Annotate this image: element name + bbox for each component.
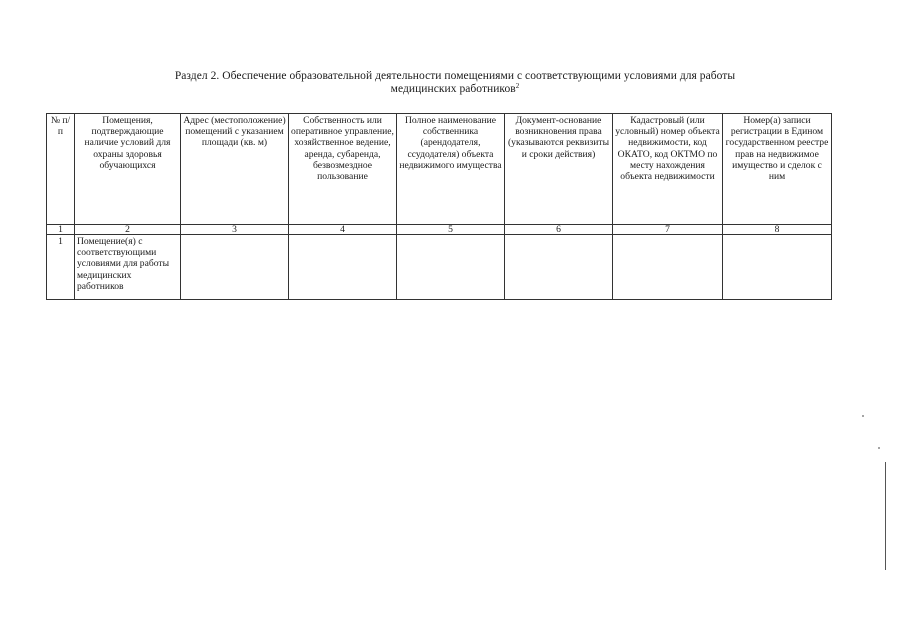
header-cell-basis-document: Документ-основание возникновения права (указываются реквизиты и сроки действия): [505, 114, 613, 225]
table-row: [47, 235, 832, 300]
header-cell-premises: Помещения, подтверждающие наличие условий для охраны здоровья обучающихся: [75, 114, 181, 225]
column-number-cell: 6: [505, 225, 613, 235]
header-cell-registry-record: Номер(а) записи регистрации в Едином государственном реестре прав на недвижимое имущество и сделок с ним: [723, 114, 832, 225]
row-cell-registry-record: [723, 235, 832, 300]
header-cell-number: № п/п: [47, 114, 75, 225]
section-heading-line-2: [95, 83, 815, 96]
column-number-cell: 2: [75, 225, 181, 235]
scan-edge-line: [885, 462, 886, 570]
row-cell-ownership: [289, 235, 397, 300]
row-cell-number: 1: [47, 235, 75, 300]
row-cell-premises: Помещение(я) с соответствующими условиями для работы медицинских работников: [75, 235, 181, 300]
section-heading: [95, 70, 815, 96]
row-cell-basis-document: [505, 235, 613, 300]
column-number-cell: 1: [47, 225, 75, 235]
footnote-mark: 2: [515, 82, 520, 90]
column-number-cell: 5: [397, 225, 505, 235]
header-cell-ownership: Собственность или оперативное управление, хозяйственное ведение, аренда, субаренда, безвозмездное пользование: [289, 114, 397, 225]
header-cell-owner-name: Полное наименование собственника (арендодателя, ссудодателя) объекта недвижимого имущества: [397, 114, 505, 225]
column-number-cell: 7: [613, 225, 723, 235]
header-cell-address: Адрес (местоположение) помещений с указанием площади (кв. м): [181, 114, 289, 225]
premises-table: [46, 113, 832, 300]
header-cell-cadastral-number: Кадастровый (или условный) номер объекта недвижимости, код ОКАТО, код ОКТМО по месту нахождения объекта недвижимости: [613, 114, 723, 225]
column-number-cell: 3: [181, 225, 289, 235]
column-number-row: [47, 225, 832, 235]
scan-speck: [862, 415, 864, 417]
section-heading-line-1: Раздел 2. Обеспечение образовательной деятельности помещениями с соответствующими условиями для работы: [174, 70, 736, 82]
row-cell-address: [181, 235, 289, 300]
column-number-cell: 8: [723, 225, 832, 235]
table-header-row: [47, 114, 832, 225]
row-cell-owner-name: [397, 235, 505, 300]
section-heading-line-2-text: медицинских работников: [390, 83, 516, 95]
row-cell-cadastral-number: [613, 235, 723, 300]
column-number-cell: 4: [289, 225, 397, 235]
scan-speck: [878, 447, 880, 449]
